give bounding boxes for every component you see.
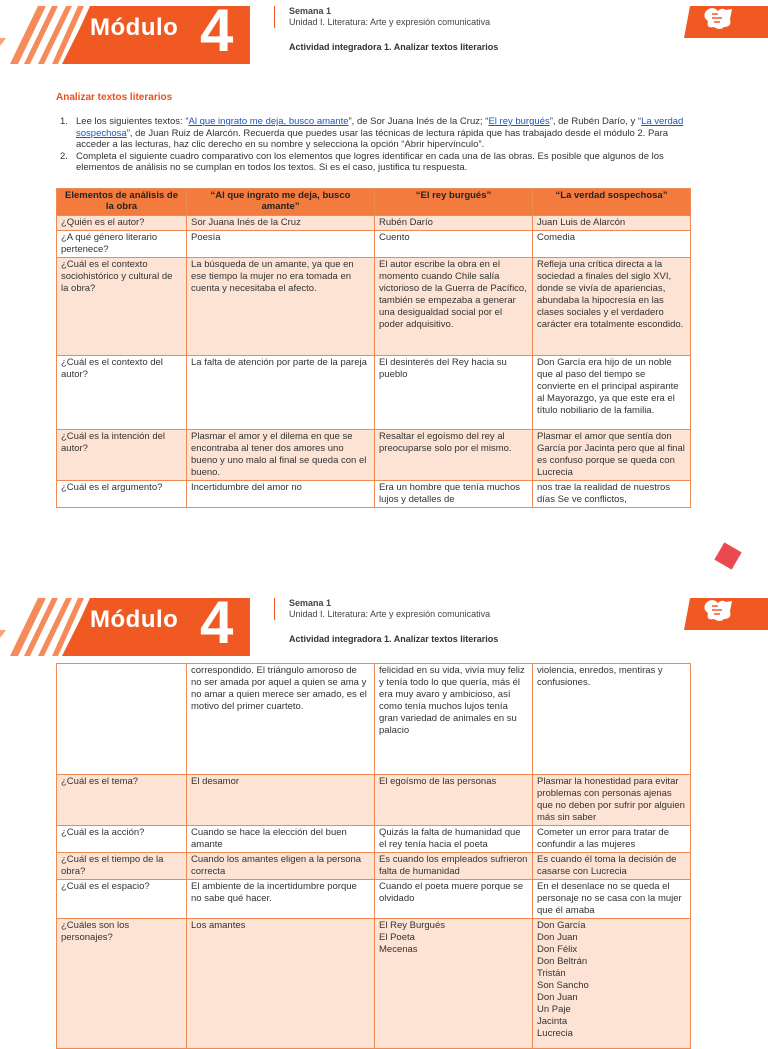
table-row — [57, 231, 691, 258]
row-label: ¿Cuál es el argumento? — [57, 481, 187, 508]
table-cell: Resaltar el egoísmo del rey al preocuparse solo por el mismo. — [375, 430, 533, 481]
table-cell: Sor Juana Inés de la Cruz — [187, 216, 375, 231]
row-label: ¿Cuál es la intención del autor? — [57, 430, 187, 481]
row-label: ¿Cuál es el tema? — [57, 775, 187, 826]
table-row — [57, 430, 691, 481]
week-label: Semana 1 — [289, 598, 332, 608]
comparison-table — [56, 188, 691, 508]
table-cell: Es cuando él toma la decisión de casarse con Lucrecia — [533, 853, 691, 880]
prepa-en-linea-logo-icon — [702, 597, 736, 623]
unit-label: Unidad I. Literatura: Arte y expresión comunicativa — [289, 609, 491, 619]
instruction-1 — [56, 116, 696, 151]
instruction-text: ”, de Rubén Darío, y “ — [549, 116, 642, 127]
table-cell: Cuando se hace la elección del buen amante — [187, 826, 375, 853]
link-el-rey-burgues[interactable]: El rey burgués — [488, 116, 550, 127]
row-label: ¿Cuál es el contexto del autor? — [57, 356, 187, 430]
row-label: ¿Cuál es el tiempo de la obra? — [57, 853, 187, 880]
table-cell: nos trae la realidad de nuestros días Se ve conflictos, — [533, 481, 691, 508]
table-cell: Don García Don Juan Don Félix Don Beltrán Tristán Son Sancho Don Juan Un Paje Jacinta Lucrecia — [533, 919, 691, 1049]
table-cell: Era un hombre que tenía muchos lujos y detalles de — [375, 481, 533, 508]
instructions-list — [56, 116, 696, 174]
table-row — [57, 880, 691, 919]
table-cell: Rubén Darío — [375, 216, 533, 231]
table-cell: violencia, enredos, mentiras y confusiones. — [533, 664, 691, 775]
activity-title: Actividad integradora 1. Analizar textos literarios — [289, 634, 499, 644]
table-cell: Cometer un error para tratar de confundir a las mujeres — [533, 826, 691, 853]
prepa-en-linea-logo-icon — [702, 5, 736, 31]
table-cell: En el desenlace no se queda el personaje no se casa con la mujer que él amaba — [533, 880, 691, 919]
table-cell: Cuento — [375, 231, 533, 258]
col-header-rey-burgues: “El rey burgués” — [375, 189, 533, 216]
page-header — [0, 0, 768, 64]
table-cell: Cuando el poeta muere porque se olvidado — [375, 880, 533, 919]
comparison-table-continued — [56, 663, 691, 1049]
table-cell: Plasmar el amor que sentía don García por Jacinta pero que al final es confuso porque se queda con Lucrecia — [533, 430, 691, 481]
header-divider — [274, 6, 275, 28]
row-label: ¿A qué género literario pertenece? — [57, 231, 187, 258]
page-2 — [0, 589, 768, 1039]
module-number: 4 — [200, 589, 234, 656]
table-cell: Plasmar la honestidad para evitar problemas con personas ajenas que no deben por sufrir por alguien más sin saber — [533, 775, 691, 826]
unit-label: Unidad I. Literatura: Arte y expresión comunicativa — [289, 17, 491, 27]
instruction-text: Lee los siguientes textos: “ — [76, 116, 189, 127]
page-gap — [0, 560, 768, 592]
list-number: 1. — [60, 116, 68, 127]
table-row — [57, 356, 691, 430]
table-row — [57, 826, 691, 853]
instruction-2 — [56, 151, 696, 174]
table-cell: El desinterés del Rey hacia su pueblo — [375, 356, 533, 430]
table-cell: Cuando los amantes eligen a la persona correcta — [187, 853, 375, 880]
table-row — [57, 853, 691, 880]
table-row — [57, 481, 691, 508]
instruction-text: Completa el siguiente cuadro comparativo con los elementos que logres identificar en cada una de las obras. Es posible que algunos de los elementos de análisis no se cumplan en todos los textos. Si es el caso, justifica tu respuesta. — [76, 150, 664, 174]
table-cell: El desamor — [187, 775, 375, 826]
link-al-que-ingrato[interactable]: Al que ingrato me deja, busco amante — [188, 116, 349, 127]
table-cell: El egoísmo de las personas — [375, 775, 533, 826]
link-la-verdad-sospechosa[interactable]: La verdad sospechosa — [76, 116, 684, 139]
table-row — [57, 664, 691, 775]
table-cell: Refleja una crítica directa a la sociedad a finales del siglo XVI, donde se vivía de apariencias, abundaba la hipocresía en las clases sociales y el verdadero carácter era totalmente escondido. — [533, 258, 691, 356]
table-cell: Es cuando los empleados sufrieron falta de humanidad — [375, 853, 533, 880]
table-row — [57, 919, 691, 1049]
col-header-verdad-sospechosa: “La verdad sospechosa” — [533, 189, 691, 216]
col-header-poem: “Al que ingrato me deja, busco amante” — [187, 189, 375, 216]
table-cell: El Rey Burgués El Poeta Mecenas — [375, 919, 533, 1049]
table-cell: Comedia — [533, 231, 691, 258]
module-number: 4 — [200, 0, 234, 64]
list-number: 2. — [60, 150, 68, 162]
row-label: ¿Quién es el autor? — [57, 216, 187, 231]
table-cell: La falta de atención por parte de la pareja — [187, 356, 375, 430]
row-label: ¿Cuál es el contexto sociohistórico y cultural de la obra? — [57, 258, 187, 356]
table-row — [57, 258, 691, 356]
week-label: Semana 1 — [289, 6, 332, 16]
row-label: ¿Cuál es la acción? — [57, 826, 187, 853]
table-cell: correspondido. El triángulo amoroso de no ser amada por aquel a quien se ama y no amar a quien merece ser amado, es el motivo del primer cuarteto. — [187, 664, 375, 775]
table-cell: El ambiente de la incertidumbre porque no sabe qué hacer. — [187, 880, 375, 919]
table-cell: felicidad en su vida, vivía muy feliz y tenía todo lo que quería, más él era muy avaro y ambicioso, así como tenía muchos lujos tenía gran variedad de animales en su palacio — [375, 664, 533, 775]
instruction-text: ”, de Juan Ruiz de Alarcón. Recuerda que puedes usar las técnicas de lectura rápida que has trabajado desde el módulo 2. Para acceder a las lecturas, haz clic derecho en su nombre y selecciona la opción “Abrir hipervínculo”. — [76, 127, 669, 151]
activity-title: Actividad integradora 1. Analizar textos literarios — [289, 42, 499, 52]
table-row — [57, 775, 691, 826]
page-header — [0, 589, 768, 656]
col-header-elements: Elementos de análisis de la obra — [57, 189, 187, 216]
table-cell: Juan Luis de Alarcón — [533, 216, 691, 231]
module-label: Módulo — [90, 14, 179, 41]
table-cell: Quizás la falta de humanidad que el rey tenía hacia el poeta — [375, 826, 533, 853]
table-cell: Poesía — [187, 231, 375, 258]
table-cell: Don García era hijo de un noble que al paso del tiempo se convierte en el principal aspirante al Mayorazgo, ya que este era el título nobiliario de la familia. — [533, 356, 691, 430]
module-label: Módulo — [90, 606, 179, 633]
row-label: ¿Cuál es el espacio? — [57, 880, 187, 919]
table-row — [57, 216, 691, 231]
table-cell: Incertidumbre del amor no — [187, 481, 375, 508]
table-cell: El autor escribe la obra en el momento cuando Chile salía victorioso de la Guerra de Pacífico, también se empezaba a generar una desigualdad social por el poder adquisitivo. — [375, 258, 533, 356]
table-cell: Los amantes — [187, 919, 375, 1049]
row-label — [57, 664, 187, 775]
row-label: ¿Cuáles son los personajes? — [57, 919, 187, 1049]
table-cell: La búsqueda de un amante, ya que en ese tiempo la mujer no era tomada en cuenta y necesitaba el afecto. — [187, 258, 375, 356]
instruction-text: ”, de Sor Juana Inés de la Cruz; “ — [348, 116, 489, 127]
section-title: Analizar textos literarios — [56, 92, 173, 103]
table-cell: Plasmar el amor y el dilema en que se encontraba al tener dos amores uno bueno y uno malo al final se queda con el bueno. — [187, 430, 375, 481]
header-divider — [274, 598, 275, 620]
